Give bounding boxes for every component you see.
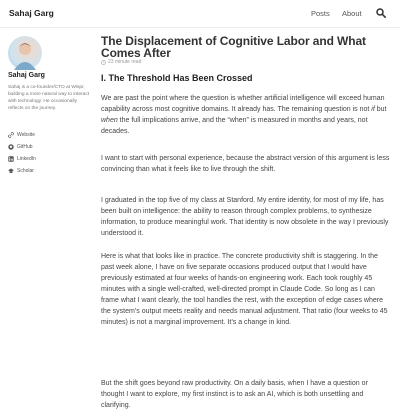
nav-about-link[interactable]: About: [342, 9, 362, 18]
sidebar-link-github[interactable]: [8, 144, 33, 150]
paragraph: But the shift goes beyond raw productivity. On a daily basis, when I have a question or thought I want to explore, my first instinct is to ask an AI, which is both unsettling and clarifying.: [101, 380, 368, 409]
github-icon: [8, 144, 14, 150]
search-icon[interactable]: [376, 8, 386, 18]
linkedin-icon: [8, 156, 14, 162]
page-title: The Displacement of Cognitive Labor and What Comes After: [101, 34, 366, 60]
top-navigation-bar: [0, 0, 400, 28]
clock-icon: [101, 60, 106, 65]
avatar: [8, 36, 42, 70]
website-label: Website: [17, 132, 35, 138]
read-time-label: 23 minute read: [108, 59, 142, 65]
paragraph: I want to start with personal experience, because the abstract version of this argument is less convincing than what it feels like to live through the shift.: [101, 155, 390, 173]
paragraph-text: the full implications arrive, and the “when” is measured in months and years, not decades.: [101, 117, 368, 135]
paragraph-text: We are past the point where the question is whether artificial intelligence will exceed human capability across most cognitive domains. It already has. The remaining question is not: [101, 95, 385, 113]
sidebar-link-scholar[interactable]: [8, 168, 34, 174]
github-label: GitHub: [17, 144, 33, 150]
paragraph-text: but: [374, 106, 387, 113]
nav-posts-link[interactable]: Posts: [311, 9, 330, 18]
emphasis-when: when: [101, 117, 118, 124]
read-time: [101, 59, 141, 65]
paragraph: I graduated in the top five of my class at Stanford. My entire identity, for most of my life, has been built on intelligence: the ability to reason through complex problems, to synthesize information, to produce meaningful work. That identity is now obsolete in the way I previously understood it.: [101, 197, 389, 237]
scholar-icon: [8, 168, 14, 174]
site-name-link[interactable]: Sahaj Garg: [9, 8, 54, 18]
sidebar-link-website[interactable]: [8, 132, 35, 138]
paragraph: [101, 93, 391, 137]
author-name: Sahaj Garg: [8, 72, 45, 79]
emphasis-if: if: [371, 106, 375, 113]
author-bio: Sahaj is a co-founder/CTO at Wispr, building a more natural way to interact with technology. He occasionally reflects on the journey.: [8, 85, 90, 111]
link-icon: [8, 132, 14, 138]
section-heading: I. The Threshold Has Been Crossed: [101, 73, 253, 83]
linkedin-label: LinkedIn: [17, 156, 36, 162]
paragraph: Here is what that looks like in practice. The concrete productivity shift is staggering. In the past week alone, I have on five separate occasions produced output that I would have previously estimated at four weeks of hands-on engineering work. Each took roughly 45 minutes with a single well-crafted, well-directed prompt in Claude Code. So long as I can frame what I want clearly, the tool handles the rest, with the exception of edge cases where the system’s output meets reality and needs manual adjustment. That ratio (four weeks to 45 minutes) is not a marginal improvement. It’s a change in kind.: [101, 253, 388, 326]
sidebar-link-linkedin[interactable]: [8, 156, 36, 162]
scholar-label: Scholar: [17, 168, 34, 174]
